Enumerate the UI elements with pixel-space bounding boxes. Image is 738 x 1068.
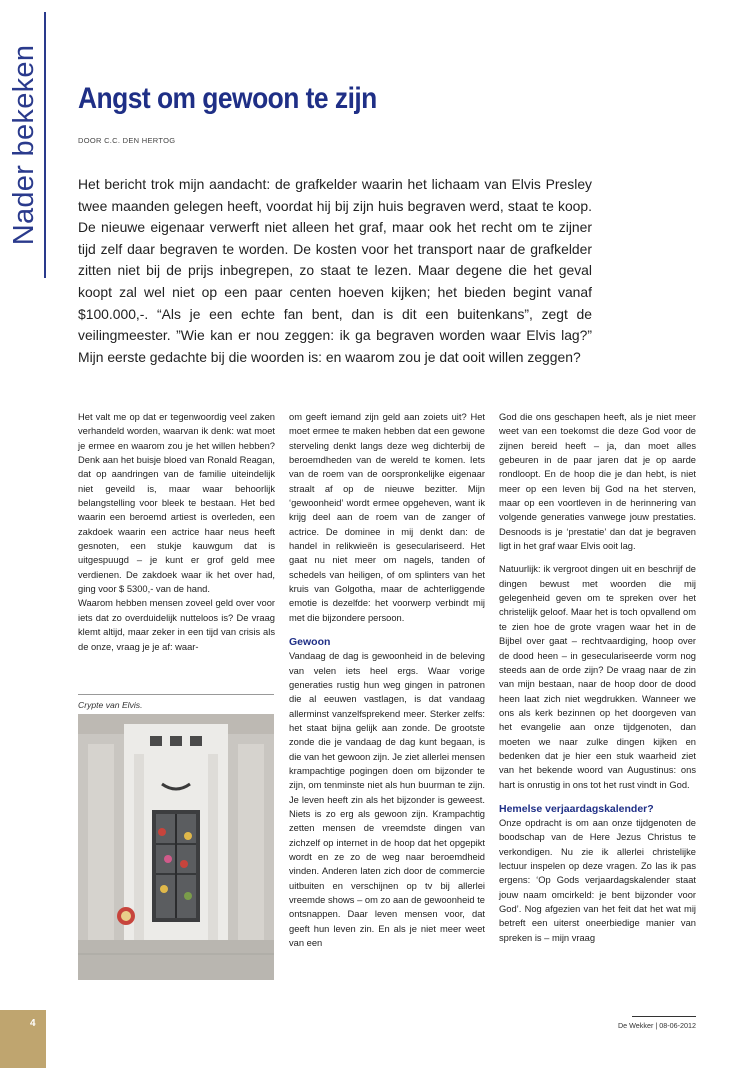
paragraph: Vandaag de dag is gewoonheid in de beleving van velen iets heel ergs. Waar vorige generaties rustig hun weg gingen in patronen die al eeuwen vastlagen, is dat vandaag allerminst vanzelfsprekend meer. Sterker zelfs: het staat bijna gelijk aan zonde. De grootste zonde die je vandaag de dag kunt begaan, is die van het gewoon zijn. Je ziet allerlei mensen krampachtige pogingen doen om bijzonder te zijn, om tenminste niet als hun buurman te zijn. Je leven heeft zin als het bijzonder is geweest. Niets is zo erg als gewoon zijn. Krampachtig zetten mensen de vreemdste dingen van zichzelf op internet in de hoop dat het opgepikt wordt en ze zo de weg naar beroemdheid vinden. Anderen laten zich door de commercie uitbuiten en verschijnen op tv bij allerlei vreemde shows – om zo aan de gewoonheid te ontsnappen. Daar leven mensen voor, dat geeft hun leven zin. En als je niet meer weet van een — [289, 651, 485, 949]
page-number: 4 — [30, 1018, 36, 1029]
side-rule — [44, 12, 46, 278]
footer-publication: De Wekker | 08-06-2012 — [617, 1021, 696, 1030]
paragraph: God die ons geschapen heeft, als je niet meer weet van een toekomst die deze God voor de zijnen bereid heeft – ja, dan moet alles gebeuren in de paar jaren dat je op aarde rondloopt. En de hoop die je dan hebt, is niet meer op een leven bij God na het sterven, maar op een voortleven in de herinnering van volgende generaties vanwege jouw prestaties. Desnoods is je ‘prestatie’ dan dat je begraven ligt in het graf waar Elvis ooit lag. — [499, 412, 696, 552]
subheading-verjaardagskalender: Hemelse verjaardagskalender? — [499, 802, 654, 815]
column-2 — [289, 410, 485, 950]
paragraph: om geeft iemand zijn geld aan zoiets uit? Het moet ermee te maken hebben dat een gewone sterveling denkt langs deze weg dichterbij de beroemdheden van de wereld te komen. Iets van de roem van de oorspronkelijke eigenaar straalt af op de nieuwe bezitter. Mijn ‘gewoonheid’ wordt ermee opgeheven, want ik krijg deel aan de roem van de zanger of actrice. De dominee in mij denkt dan: de handel in relikwieën is geseculariseerd. Het gaat nu niet meer om nagels, tanden of schedels van heiligen, of om splinters van het kruis van Golgotha, maar de achterliggende emotie is dezelfde: het voorwerp verbindt mij met die bijzondere persoon. — [289, 412, 485, 623]
paragraph: Waarom hebben mensen zoveel geld over voor iets dat zo overduidelijk nutteloos is? De vraag klemt altijd, maar zeker in een tijd van crisis als de onze, vraag je je af: waar- — [78, 598, 275, 652]
page-number-box — [0, 1010, 46, 1068]
article-title: Angst om gewoon te zijn — [78, 82, 377, 115]
crypt-illustration — [78, 714, 274, 980]
intro-paragraph: Het bericht trok mijn aandacht: de grafkelder waarin het lichaam van Elvis Presley twee maanden gelegen heeft, voordat hij bij zijn huis begraven werd, staat te koop. De nieuwe eigenaar verwerft niet alleen het graf, maar ook het recht om te zijner tijd zelf daar begraven te worden. De kosten voor het transport naar de grafkelder zitten niet bij de prijs inbegrepen, zo staat te lezen. Maar degene die het geval koopt zal wel niet op een paar centen hoeven kijken; het bieden begint vanaf $100.000,-. “Als je een echte fan bent, dan is dit een buitenkans”, zegt de veilingmeester. ”Wie kan er nou zeggen: ik ga begraven worden waar Elvis lag?” Mijn eerste gedachte bij die woorden is: en waarom zou je dat ooit willen zeggen? — [78, 176, 592, 365]
subheading-gewoon: Gewoon — [289, 636, 331, 649]
column-3 — [499, 410, 696, 945]
crypt-photo — [78, 714, 274, 980]
byline: DOOR C.C. DEN HERTOG — [78, 136, 176, 145]
caption-rule — [78, 694, 274, 695]
footer-rule — [632, 1016, 696, 1017]
photo-caption: Crypte van Elvis. — [78, 700, 143, 710]
paragraph: Onze opdracht is om aan onze tijdgenoten de boodschap van de Here Jezus Christus te verkondigen. Nu zie ik allerlei christelijke lectuur inspelen op deze vragen. Zo las ik pas ergens: ‘Op Gods verjaardagskalender staat jouw naam omcirkeld: je bent bijzonder voor God’. Nog afgezien van het feit dat het wat mij betreft een uiterst oneerbiedige manier van spreken is – mijn vraag — [499, 817, 696, 943]
paragraph: Natuurlijk: ik vergroot dingen uit en beschrijf de dingen bewust met woorden die mij gelegenheid geven om te spreken over het christelijk geloof. Maar het is toch opvallend om te zien hoe de grote vragen waar het in de Bijbel over gaat – rechtvaardiging, hoop over de dood heen – in geseculariseerde vorm nog steeds aan de orde zijn? De vraag naar de zin van mijn bestaan, naar de hoop door de dood heen laat zich niet wegdrukken. Wanneer we ons als kerk bezinnen op het doorgeven van het evangelie aan onze tijdgenoten, dan moeten we naar zulke dingen kijken en bedenken dat je hier een stuk waarheid ziet van het bekende woord van Augustinus: ons hart is onrustig in ons tot het rust vindt in God. — [499, 564, 696, 790]
column-1 — [78, 410, 275, 654]
section-label: Nader bekeken — [8, 44, 40, 246]
paragraph: Het valt me op dat er tegenwoordig veel zaken verhandeld worden, waarvan ik denk: wat moet je ermee en waarom zou je het willen hebben? Denk aan het buisje bloed van Ronald Reagan, dat op aandringen van de familie uiteindelijk niet geveild is, maar waar behoorlijk belangstelling voor bleek te bestaan. Het bed waarin een beroemd artiest is overleden, een zakdoek waarin een actrice haar neus heeft gesnoten, een stukje kauwgum dat is uitgespuugd – je kunt er grof geld mee verdienen. De zakdoek waar ik het over had, ging voor $ 5300,- van de hand. — [78, 412, 275, 595]
